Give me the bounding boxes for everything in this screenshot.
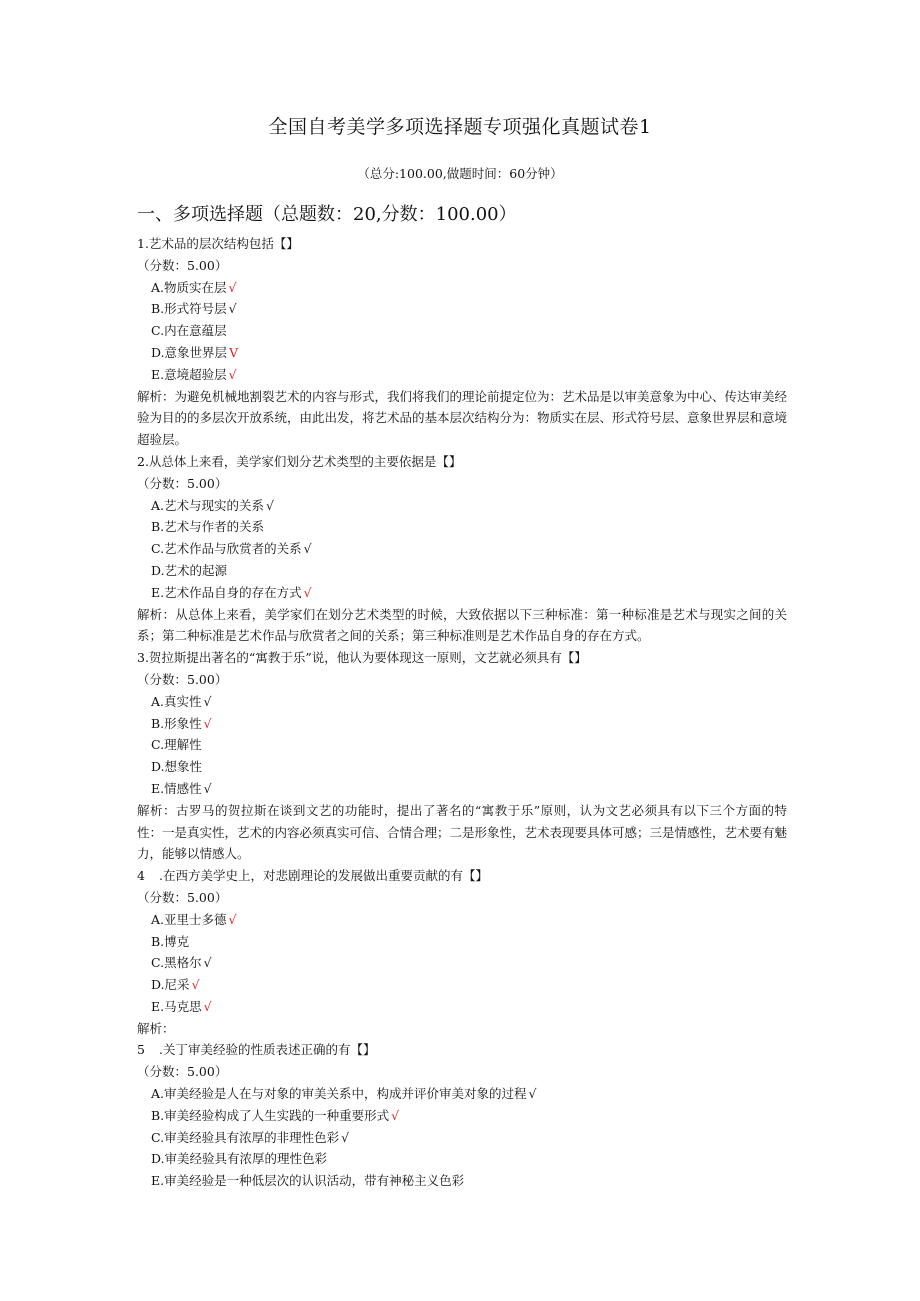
question-2 [137, 451, 787, 647]
question-number: 5 [137, 1042, 145, 1058]
option-c [137, 952, 787, 974]
option-e [137, 1170, 787, 1192]
option-b [137, 713, 787, 735]
option-text: D.审美经验具有浓厚的理性色彩 [151, 1151, 328, 1167]
option-text: D.意象世界层 [151, 344, 228, 360]
question-score: （分数：5.00） [137, 889, 228, 905]
check-mark-icon: √ [228, 911, 237, 927]
question-stem-text: .关丁审美经验的性质表述正确的有【】 [159, 1042, 376, 1058]
option-text: D.尼采 [151, 977, 190, 993]
option-text: E.意境超验层 [151, 366, 227, 382]
option-a [137, 277, 787, 299]
check-mark-icon: √ [341, 1129, 350, 1145]
question-score: （分数：5.00） [137, 671, 228, 687]
option-c [137, 734, 787, 756]
option-c [137, 538, 787, 560]
option-e [137, 582, 787, 604]
option-text: E.艺术作品自身的存在方式 [151, 584, 302, 600]
option-text: B.博克 [151, 933, 190, 949]
check-mark-icon: √ [191, 977, 200, 993]
question-analysis: 解析： [137, 1020, 175, 1036]
question-stem: 3.贺拉斯提出著名的“寓教于乐”说，他认为要体现这一原则，文艺就必须具有【】 [137, 650, 587, 666]
option-b [137, 1105, 787, 1127]
question-score: （分数：5.00） [137, 475, 228, 491]
question-score: （分数：5.00） [137, 257, 228, 273]
question-5 [137, 1039, 787, 1192]
option-text: C.审美经验具有浓厚的非理性色彩 [151, 1129, 340, 1145]
question-stem-text: .在西方美学史上，对悲剧理论的发展做出重要贡献的有【】 [159, 868, 488, 884]
option-e [137, 996, 787, 1018]
check-mark-icon: V [229, 344, 239, 360]
question-4 [137, 865, 787, 1039]
option-d [137, 560, 787, 582]
option-a [137, 909, 787, 931]
question-list [137, 233, 787, 1192]
option-a [137, 691, 787, 713]
check-mark-icon: √ [528, 1086, 537, 1102]
option-c [137, 320, 787, 342]
option-text: B.审美经验构成了人生实践的一种重要形式 [151, 1107, 390, 1123]
check-mark-icon: √ [228, 366, 237, 382]
check-mark-icon: √ [303, 584, 312, 600]
check-mark-icon: √ [203, 955, 212, 971]
option-text: A.物质实在层 [151, 279, 227, 295]
check-mark-icon: √ [391, 1107, 400, 1123]
option-a [137, 1083, 787, 1105]
option-text: B.艺术与作者的关系 [151, 519, 265, 535]
option-text: B.形象性 [151, 715, 202, 731]
option-text: E.马克思 [151, 998, 202, 1014]
option-text: C.内在意蕴层 [151, 323, 227, 339]
option-text: C.理解性 [151, 737, 202, 753]
check-mark-icon: √ [203, 998, 212, 1014]
option-text: A.亚里士多德 [151, 911, 227, 927]
section-heading: 一、多项选择题（总题数：20,分数：100.00） [137, 204, 517, 225]
question-stem: 2.从总体上来看，美学家们划分艺术类型的主要依据是【】 [137, 453, 462, 469]
question-1 [137, 233, 787, 451]
check-mark-icon: √ [203, 780, 212, 796]
check-mark-icon: √ [203, 715, 212, 731]
check-mark-icon: √ [266, 497, 274, 513]
option-text: D.想象性 [151, 759, 203, 775]
question-stem: 1.艺术品的层次结构包括【】 [137, 236, 299, 251]
check-mark-icon: √ [303, 541, 312, 557]
question-analysis: 解析：从总体上来看，美学家们在划分艺术类型的时候，大致依据以下三种标准：第一种标准是艺术与现实之间的关系；第二种标准是艺术作品与欣赏者之间的关系；第三种标准则是艺术作品自身的存在方式。 [137, 606, 787, 644]
option-text: A.艺术与现实的关系 [151, 497, 265, 513]
option-b [137, 516, 787, 538]
option-e [137, 778, 787, 800]
question-3 [137, 647, 787, 865]
question-stem [137, 1039, 787, 1061]
option-text: A.审美经验是人在与对象的审美关系中，构成并评价审美对象的过程 [151, 1086, 527, 1102]
question-number: 4 [137, 868, 145, 884]
document-title: 全国自考美学多项选择题专项强化真题试卷1 [268, 116, 652, 138]
question-stem [137, 865, 787, 887]
option-b [137, 931, 787, 953]
option-b [137, 298, 787, 320]
option-d [137, 1148, 787, 1170]
option-e [137, 364, 787, 386]
check-mark-icon: √ [228, 279, 237, 295]
option-text: B.形式符号层 [151, 301, 227, 317]
option-text: C.黑格尔 [151, 955, 202, 971]
exam-meta: （总分:100.00,做题时间：60分钟） [357, 166, 563, 181]
option-c [137, 1127, 787, 1149]
question-score: （分数：5.00） [137, 1064, 228, 1080]
option-d [137, 974, 787, 996]
option-text: C.艺术作品与欣赏者的关系 [151, 541, 302, 557]
option-text: D.艺术的起源 [151, 562, 228, 578]
question-analysis: 解析：为避免机械地割裂艺术的内容与形式，我们将我们的理论前提定位为：艺术品是以审美意象为中心、传达审美经验为目的的多层次开放系统，由此出发，将艺术品的基本层次结构分为：物质实在层、形式符号层、意象世界层和意境超验层。 [137, 388, 788, 448]
option-text: A.真实性 [151, 693, 202, 709]
option-d [137, 342, 787, 364]
option-text: E.审美经验是一种低层次的认识活动，带有神秘主义色彩 [151, 1173, 465, 1189]
option-text: E.情感性 [151, 780, 202, 796]
question-analysis: 解析：古罗马的贺拉斯在谈到文艺的功能时，提出了著名的“寓教于乐”原则，认为文艺必须具有以下三个方面的特性：一是真实性，艺术的内容必须真实可信、合情合理；二是形象性，艺术表现要具体可感；三是情感性，艺术要有魅力，能够以情感人。 [137, 802, 788, 862]
check-mark-icon: √ [203, 693, 212, 709]
option-d [137, 756, 787, 778]
check-mark-icon: √ [228, 301, 237, 317]
option-a [137, 495, 787, 517]
